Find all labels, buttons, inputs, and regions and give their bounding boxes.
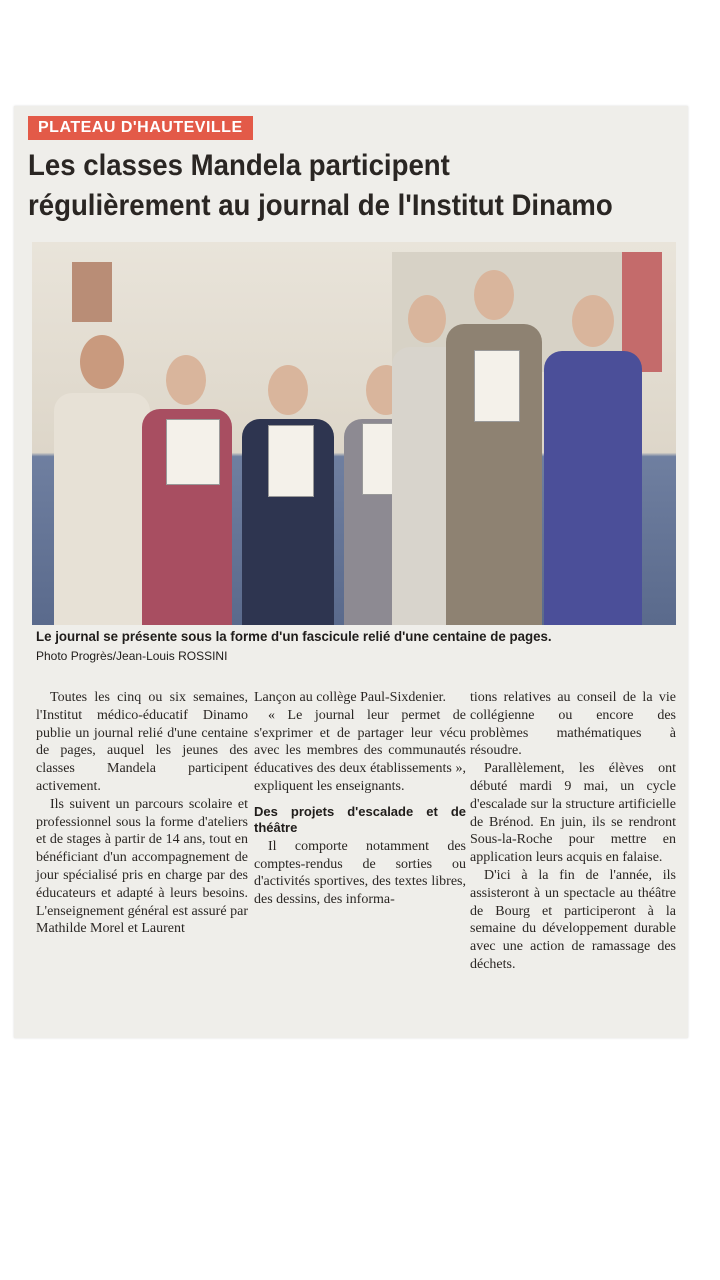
paragraph: Il comporte notamment des comptes-rendus de sorties ou d'activités sportives, des textes libres, des dessins, des informa- <box>254 838 466 908</box>
wall-poster <box>72 262 112 322</box>
article-column-3 <box>470 689 676 974</box>
paragraph: Parallèlement, les élèves ont débuté mardi 9 mai, un cycle d'escalade sur la structure artificielle de Brénod. En juin, ils se rendront Sous-la-Roche pour mettre en application leurs acquis en falaise. <box>470 761 676 866</box>
photo-credit: Photo Progrès/Jean-Louis ROSSINI <box>36 649 228 663</box>
photo-caption: Le journal se présente sous la forme d'un fascicule relié d'une centaine de pages. <box>36 628 552 644</box>
student-figure <box>446 270 542 625</box>
section-kicker: PLATEAU D'HAUTEVILLE <box>28 116 253 140</box>
journal-copy <box>166 419 220 485</box>
paragraph: « Le journal leur permet de s'exprimer et de partager leur vécu avec les membres des communautés éducatives des deux établissements », expliquent les enseignants. <box>254 707 466 794</box>
subheading: Des projets d'escalade et de théâtre <box>254 803 466 835</box>
journal-copy <box>268 425 314 497</box>
paragraph: tions relatives au conseil de la vie collégienne ou encore des problèmes mathématiques à résoudre. <box>470 690 676 759</box>
paragraph: D'ici à la fin de l'année, ils assisteront à un spectacle au théâtre de Bourg et participeront à la semaine du développement durable avec une action de ramassage des déchets. <box>470 867 676 972</box>
student-figure <box>54 335 150 625</box>
headline-line-2: régulièrement au journal de l'Institut Dinamo <box>28 189 613 222</box>
student-figure <box>242 365 334 625</box>
article-column-1 <box>36 689 248 938</box>
student-figure <box>142 355 232 625</box>
headline-line-1: Les classes Mandela participent <box>28 149 450 182</box>
newspaper-clipping <box>14 106 688 1038</box>
article-headline <box>28 146 626 226</box>
paragraph: Ils suivent un parcours scolaire et professionnel sous la forme d'ateliers et de stages à partir de 14 ans, tout en bénéficiant d'un accompagnement de jour spécialisé pris en charge par des éducateurs et adapté à leurs besoins. L'enseignement général est assuré par Mathilde Morel et Laurent <box>36 796 248 937</box>
group-photo <box>32 242 676 625</box>
paragraph: Lançon au collège Paul-Sixdenier. <box>254 690 447 705</box>
journal-copy <box>474 350 520 422</box>
paragraph: Toutes les cinq ou six semaines, l'Institut médico-éducatif Dinamo publie un journal relié d'une centaine de pages, auquel les jeunes des classes Mandela participent activement. <box>36 690 248 794</box>
article-column-2 <box>254 689 466 909</box>
student-figure <box>544 295 642 625</box>
